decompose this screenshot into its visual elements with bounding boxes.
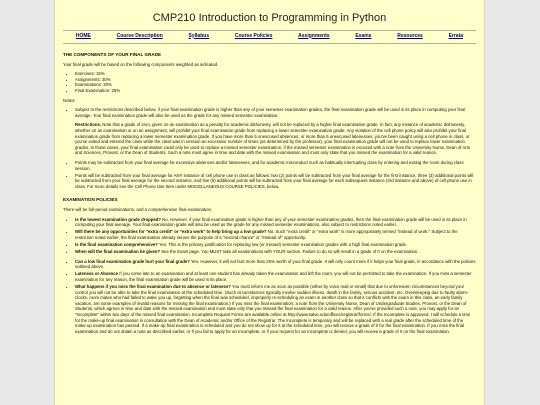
nav-syllabus[interactable]: Syllabus: [188, 32, 210, 39]
list-item: • Points will be subtracted from your final average for ANY instance of cell phone use in class as follows: two (2) points will be subtracted from your final average for the first instance, three (3) additional points will be subtracted from your final average for the second instance, and five (5) additional points will be subtracted from your final average for each subsequent instance (3rd instance and above) of cell phone use in class. For more details see the Cell Phone Use Item under MISCELLANEOUS COURSE POLICIES, below.: [75, 173, 476, 190]
list-item: • Assignments: 30%: [75, 77, 476, 83]
list-item: [75, 284, 476, 334]
nav-assignments[interactable]: Assignments: [298, 32, 330, 39]
list-item: [75, 107, 476, 156]
answer: Yes. This is the primary justification for replacing low (or missed) semester examination grades with a high final examination grade.: [157, 241, 408, 247]
nav-errata[interactable]: Errata: [448, 32, 464, 39]
exam-policies-heading: EXAMINATION POLICIES: [63, 197, 118, 203]
main-content: [55, 52, 484, 334]
list-item: [75, 271, 476, 282]
page: [54, 0, 485, 405]
question: Will there be any opportunities for "extra credit" or "extra work" to help bring up a low grade?: [75, 229, 267, 235]
answer: You must inform me as soon as possible (either by voice mail or email) that due to unforeseen circumstances beyond your control you will not be able to take the final examination at the scheduled time. (Such circumstances typically involve sudden illness, death in the family, serious accident, etc. Oversleeping due to faulty alarm-clocks, room mates who had failed to wake you up, forgetting when the final was scheduled, improperly re-scheduling an exam in another class so that it conflicts with the exam in this class, an early family vacation, are some examples of invalid reasons for missing the final examination.) If you miss the final examination, a note from the University Nurse, Dean of Undergraduate Studies, Provost, or the Dean of Students, which agrees in time and date with the missed examination and must state only that you missed the final examination for a valid reason. After you've provided such a note, you may apply for an "Incomplete" within two days of the missed final examination. Incomplete Request Forms are available online at http://www.salve.edu/offices/registrar/forms/. If the Incomplete is approved, I will schedule a time for the make-up final examination in consultation with the Dean of Academic and/or Office of the Registrar. The Incomplete is temporary and will be replaced with a real grade after the scheduled time of the make-up examination has passed. If a make-up final examination is scheduled and you do not show up for it at the scheduled time, you will receive a grade of 0 for the final examination. If you miss the final examination and do not obtain a note as described earlier, or if you fail to apply for an Incomplete, or if your request for an Incomplete is denied, you will receive a grade of 0 on the final examination.: [75, 284, 471, 334]
list-item: • Final Examination: 25%: [75, 88, 476, 94]
list-item: • Points may be subtracted from your final average for excessive absences and/or latenesses, and for academic misconduct such as habitually interrupting class by entering and exiting the room during class session.: [75, 160, 476, 171]
question: Lateness or Absence: [75, 271, 119, 277]
question: Can a low final examination grade hurt your final grade?: [75, 258, 190, 264]
list-item: [75, 217, 476, 228]
answer: No. Such "extra credit" or "extra work" is more appropriately termed "instead of work." Subject to the restriction noted earlier, the final examination already serves the purpose of a "second chance" or "instead of" opportunity.: [75, 229, 458, 240]
grade-components-list: [63, 71, 476, 93]
nav-resources[interactable]: Resources: [397, 32, 423, 39]
answer: No. However, if your final examination grade is higher than any of your semester examination grades, then the final examination grade will be used in its place in computing your final average. Your final examination grade will also be used as the grade for any missed semester examinations, also subject to restrictions noted earlier.: [75, 216, 467, 228]
answer: If you come late to an examination and at least one student has already taken the examination and left the room, you will not be permitted to take the examination. If you miss a semester examination for any reason, the final examination grade will be used in its place.: [75, 271, 472, 282]
exam-qa-list-1: [63, 217, 476, 255]
list-item: [75, 259, 476, 270]
nav-course-policies[interactable]: Course Policies: [234, 32, 273, 39]
question: What happens if you miss the final examination due to absence or lateness?: [75, 284, 231, 289]
question: Is the final examination comprehensive?: [75, 241, 158, 247]
page-title: CMP210 Introduction to Programming in Python: [152, 12, 387, 24]
notes-label: Notes:: [63, 97, 76, 103]
note-text: Subject to the restrictions described below, if your final examination grade is higher than any of your semester examination grades, the final examination grade will be used in its place in computing your final average. Your final examination grade will also be used as the grade for any missed semester examination.: [75, 107, 466, 118]
question: Is the lowest examination grade dropped?: [75, 216, 161, 222]
components-heading: THE COMPONENTS OF YOUR FINAL GRADE: [63, 52, 162, 57]
nav-exams[interactable]: Exams: [355, 32, 372, 39]
exam-intro: There will be full-period examinations, and a comprehensive final examination.: [63, 206, 213, 212]
nav-home[interactable]: HOME: [75, 32, 91, 39]
notes-list: [63, 107, 476, 189]
components-intro: Your final grade will be based on the following components weighted as indicated.: [63, 61, 219, 67]
answer: Yes. However, it will not hurt more than 25% worth of your final grade. It will only count more if it helps your final grade, in accordance with the policies outlined above.: [75, 258, 476, 270]
list-item: • Exercises: 15%: [75, 71, 476, 77]
list-item: [75, 242, 476, 248]
list-item: [75, 249, 476, 255]
list-item: • Examinations: 30%: [75, 82, 476, 88]
answer: See the Exam page. You MUST take all examinations with YOUR section. Failure to do so will result in a grade of 0 on the examination.: [160, 249, 419, 255]
restrictions-text: Note that a grade of zero, given on an examination as a penalty for academic dishonesty, will not be replaced by a higher final examination grade. In fact, any instance of academic dishonesty, whether on an examination or on an assignment, will prohibit your final examination grade from replacing a lower semester examination grade. Any violation of the cell phone policy will also prohibit your final examination grade from replacing a lower semester examination grade. If you have more than 5 unexcused absences, or more than 5 unexcused latenesses, you've been caught using a cell phone in class, or you've exited and entered the class while the class was in session an excessive number of times (as determined by the professor), your final examination grade will not be used to replace lower examination grades. In those cases, your final examination could only be used to replace a missed semester examination, if the missed semester examination is excused with a note from the University Nurse, Dean of Arts and Sciences, Provost, or the Dean of Students. Such a note must agree in time and date with the missed examination and must only state that you missed the examination for a valid reason.: [75, 122, 471, 156]
exam-qa-list-2: [63, 259, 476, 335]
nav-course-description[interactable]: Course Description: [116, 32, 163, 39]
restrictions-label: Restrictions.: [75, 122, 102, 128]
nav-bar: [63, 30, 476, 44]
restrictions-paragraph: [75, 122, 476, 156]
question: When will the final examination be given?: [75, 249, 160, 255]
list-item: [75, 229, 476, 240]
